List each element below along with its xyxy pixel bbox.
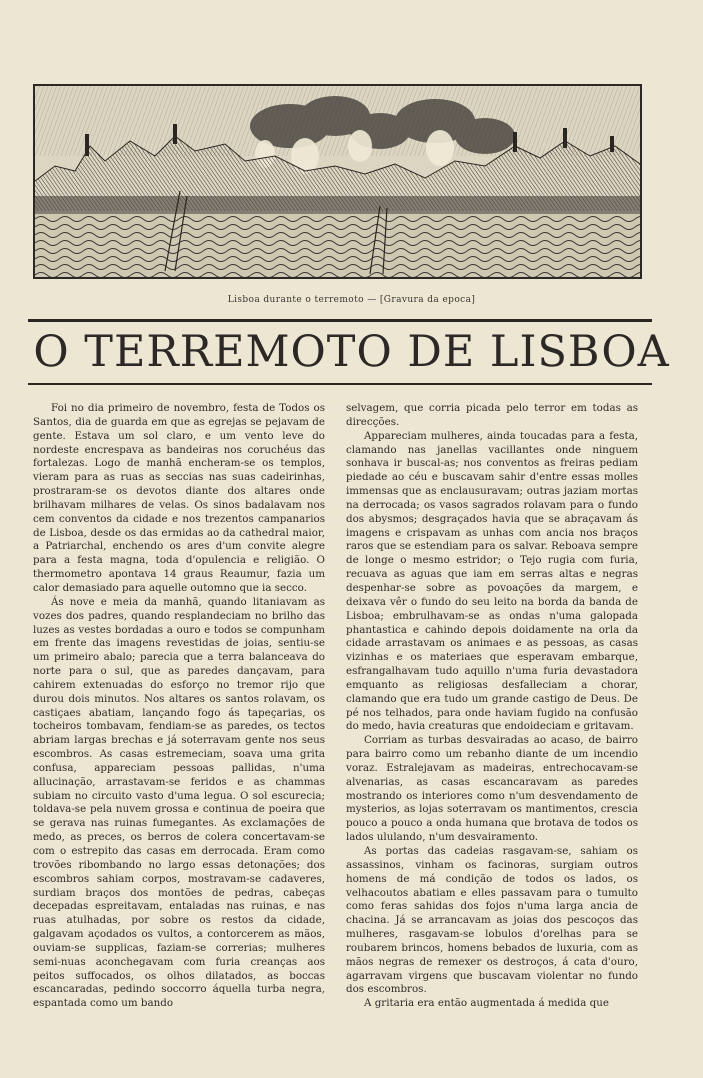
paragraph: Ás nove e meia da manhã, quando litaniavam as vozes dos padres, quando resplandeciam no brilho das luzes as vestes bordadas a ouro e todos se compunham em frente das imagens revestidas de joias, sentiu-se um primeiro abalo; parecia que a terra balanceava do norte para o sul, que as paredes dançavam, para cahirem extenuadas do esforço no tremor rijo que durou dois minutos. Nos altares os santos rolavam, os castiçaes abatiam, lançando fogo ás tapeçarias, os tocheiros tombavam, fendiam-se as paredes, os tectos abriam largas brechas e já soterravam gente nos seus escombros. As casas estremeciam, soava uma grita confusa, appareciam pessoas pallidas, n'uma allucinação, arrastavam-se feridos e as chammas subiam no circuito vasto d'uma legua. O sol escurecia; toldava-se pela nuvem grossa e continua de poeira que se gerava nas ruinas fumegantes. As exclamações de medo, as preces, os berros de colera concertavam-se com o estrepito das casas em derrocada. Eram como trovões ribombando no largo essas detonações; dos escombros sahiam corpos, mostravam-se cadaveres, surdiam braços dos montões de pedras, cabeças decepadas espreitavam, entaladas nas ruinas, e nas ruas atulhadas, por sobre os restos da cidade, galgavam açodados os vultos, a contorcerem as mãos, ouviam-se supplicas, faziam-se correrias; mulheres semi-nuas aconchegavam com furia creanças aos peitos suffocados, os olhos dilatados, as boccas escancaradas, pedindo soccorro áquella turba negra, espantada como um bando: [33, 595, 325, 1010]
title-rule-bottom: [28, 383, 652, 385]
title-rule-top: [28, 319, 652, 322]
paragraph: A gritaria era então augmentada á medida que: [364, 997, 609, 1010]
paragraph: As portas das cadeias rasgavam-se, sahiam os assassinos, vinham os facinoras, surgiam outros homens de má condição de todos os lados, os velhacoutos abatiam e elles passavam para o tumulto como feras sahidas dos fojos n'uma larga ancia de chacina. Já se arrancavam as joias dos pescoços das mulheres, rasgavam-se lobulos d'orelhas para se roubarem brincos, homens bebados de luxuria, com as mãos negras de remexer os destroços, á cata d'ouro, agarravam virgens que buscavam violentar no fundo dos escombros.: [346, 845, 638, 996]
article-column-right: [346, 402, 638, 1067]
engraving-lisbon-earthquake-image: [35, 86, 640, 277]
engraving-illustration: [33, 84, 642, 279]
image-caption: Lisboa durante o terremoto — [Gravura da epoca]: [227, 295, 476, 305]
article-title: O TERREMOTO DE LISBOA: [33, 327, 670, 377]
paragraph: Foi no dia primeiro de novembro, festa de Todos os Santos, dia de guarda em que as egrejas se pejavam de gente. Estava um sol claro, e um vento leve do nordeste encrespava as bandeiras nos coruchéus das fortalezas. Logo de manhã encheram-se os templos, vieram para as ruas as seccias nas suas cadeirinhas, prostraram-se os devotos diante dos altares onde brilhavam milhares de velas. Os sinos badalavam nos cem conventos da cidade e nos trezentos campanarios de Lisboa, desde os das ermidas ao da cathedral maior, a Patriarchal, enchendo os ares d'um convite alegre para a festa magna, toda d'opulencia e religião. O thermometro apontava 14 graus Reaumur, fazia um calor demasiado para aquelle outomno que ia secco.: [33, 402, 325, 594]
paragraph: Corriam as turbas desvairadas ao acaso, de bairro para bairro como um rebanho diante de um incendio voraz. Estralejavam as madeiras, entrechocavam-se alvenarias, as casas escancaravam as paredes mostrando os interiores como n'um desvendamento de mysterios, as lojas soterravam os mantimentos, crescia pouco a pouco a onda humana que brotava de todos os lados ululando, n'um desvairamento.: [346, 734, 638, 844]
paragraph: Appareciam mulheres, ainda toucadas para a festa, clamando nas janellas vacillantes onde ninguem sonhava ir buscal-as; nos conventos as freiras pediam piedade ao céu e buscavam sahir d'entre essas molles immensas que as enclausuravam; outras jaziam mortas na derrocada; os vasos sagrados rolavam para o fundo dos abysmos; desgraçados havia que se abraçavam ás imagens e crispavam as unhas com ancia nos braços raros que se estendiam para os salvar. Reboava sempre de longe o mesmo estridor; o Tejo rugia com furia, recuava as aguas que iam em serras altas e negras despenhar-se sobre as povoações da margem, e deixava vêr o fundo do seu leito na borda da banda de Lisboa; embrulhavam-se as ondas n'uma galopada phantastica e cahindo depois doidamente na orla da cidade arrastavam os animaes e as pessoas, as casas vizinhas e os materiaes que esperavam embarque, esfrangalhavam tudo aquillo n'uma furia devastadora emquanto as religiosas desfalleciam a chorar, clamando que era tudo um grande castigo de Deus. De pé nos telhados, para onde haviam fugido na confusão do medo, havia creaturas que endoideciam e gritavam.: [346, 429, 638, 733]
paragraph: selvagem, que corria picada pelo terror em todas as direcções.: [346, 402, 638, 428]
article-column-left: [33, 402, 325, 1067]
